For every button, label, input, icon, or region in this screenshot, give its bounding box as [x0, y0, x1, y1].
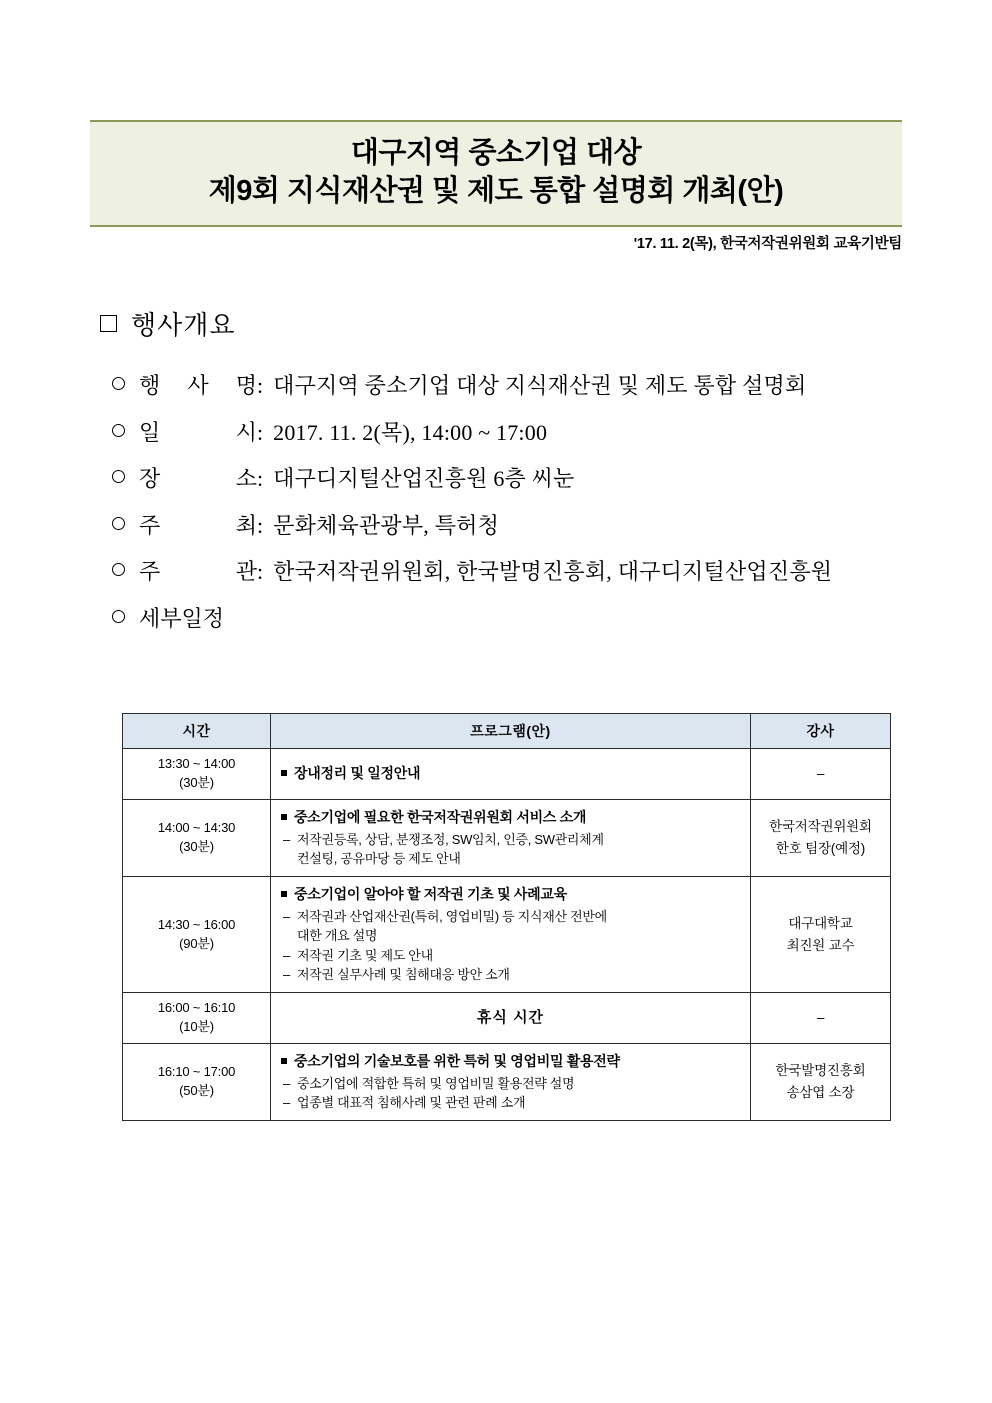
- table-row: [123, 1043, 891, 1120]
- time-sub: (50분): [179, 1083, 214, 1099]
- info-label-part: 사: [187, 373, 209, 398]
- program-sub-item: – 중소기업에 적합한 특허 및 영업비밀 활용전략 설명: [281, 1074, 740, 1093]
- speaker-line: 한국저작권위원회: [769, 819, 872, 835]
- table-row: [123, 799, 891, 876]
- time-main: 16:00 ~ 16:10: [157, 1000, 236, 1016]
- info-row: [112, 465, 912, 494]
- info-row: [112, 558, 912, 587]
- info-row: [112, 372, 912, 401]
- cell-speaker: [751, 749, 891, 800]
- time-main: 14:30 ~ 16:00: [157, 916, 236, 932]
- square-bullet-icon: [281, 814, 287, 820]
- time-main: 13:30 ~ 14:00: [157, 756, 236, 771]
- cell-program: [271, 877, 751, 993]
- info-row-schedule: [112, 605, 912, 634]
- program-main-text: 중소기업에 필요한 한국저작권위원회 서비스 소개: [294, 808, 587, 825]
- table-row: [123, 877, 891, 993]
- column-header-speaker: 강사: [751, 714, 891, 749]
- square-bullet-icon: [281, 1058, 287, 1064]
- title-line-2: 제9회 지식재산권 및 제도 통합 설명회 개최(안): [208, 175, 784, 208]
- square-bullet-icon: [100, 315, 117, 332]
- speaker-line: 한호 팀장(예정): [775, 840, 866, 856]
- speaker-line: –: [816, 766, 825, 782]
- info-label-part: 소: [235, 466, 257, 492]
- cell-time: [123, 799, 271, 876]
- program-main-text: 휴식 시간: [476, 1008, 545, 1026]
- cell-speaker: [751, 993, 891, 1044]
- program-sub-list: [281, 1074, 740, 1112]
- section-heading-label: 행사개요: [131, 311, 236, 340]
- circle-bullet-icon: [112, 563, 125, 576]
- info-row: [112, 512, 912, 541]
- info-label-part: 명: [235, 373, 257, 398]
- speaker-line: 최진원 교수: [786, 937, 855, 953]
- column-header-program: 프로그램(안): [271, 714, 751, 749]
- circle-bullet-icon: [112, 424, 125, 437]
- speaker-line: 대구대학교: [788, 916, 853, 932]
- info-label-part: 시: [235, 419, 257, 445]
- time-sub: (90분): [179, 935, 214, 951]
- cell-speaker: [751, 877, 891, 993]
- byline: '17. 11. 2(목), 한국저작권위원회 교육기반팀: [633, 236, 902, 252]
- info-value: 문화체육관광부, 특허청: [273, 512, 500, 538]
- program-main-text: 장내정리 및 일정안내: [294, 764, 421, 781]
- time-sub: (30분): [179, 838, 214, 854]
- cell-program: [271, 799, 751, 876]
- program-sub-item: – 저작권등록, 상담, 분쟁조정, SW임치, 인증, SW관리체계: [281, 830, 740, 849]
- info-colon: :: [257, 419, 264, 445]
- time-sub: (30분): [179, 774, 214, 790]
- program-main: [281, 763, 740, 784]
- table-row: [123, 993, 891, 1044]
- section-heading: [100, 305, 235, 342]
- info-label-part: 장: [139, 466, 161, 492]
- program-main: [281, 807, 740, 828]
- time-main: 16:10 ~ 17:00: [157, 1064, 236, 1080]
- info-label: [139, 558, 257, 587]
- time-sub: (10분): [179, 1018, 214, 1034]
- info-label-part: 주: [139, 512, 161, 538]
- cell-program: [271, 993, 751, 1044]
- square-bullet-icon: [281, 770, 287, 776]
- program-sub-item: 대한 개요 설명: [297, 928, 378, 944]
- info-colon: :: [257, 512, 264, 538]
- program-main: [281, 1051, 740, 1072]
- circle-bullet-icon: [112, 610, 125, 623]
- info-label-part: 일: [139, 419, 161, 445]
- info-label-part: 최: [235, 512, 257, 538]
- info-colon: :: [257, 373, 264, 398]
- speaker-line: 송삼엽 소장: [786, 1085, 855, 1101]
- cell-speaker: [751, 1043, 891, 1120]
- table-row: [123, 749, 891, 800]
- cell-program: [271, 1043, 751, 1120]
- info-colon: :: [257, 559, 264, 585]
- circle-bullet-icon: [112, 377, 125, 390]
- column-header-time: 시간: [123, 714, 271, 749]
- program-sub-item: 컨설팅, 공유마당 등 제도 안내: [297, 850, 461, 866]
- cell-time: [123, 1043, 271, 1120]
- info-label-part: 행: [139, 373, 161, 398]
- program-sub-item: – 저작권과 산업재산권(특허, 영업비밀) 등 지식재산 전반에: [281, 907, 740, 926]
- info-value: 2017. 11. 2(목), 14:00 ~ 17:00: [273, 419, 548, 445]
- circle-bullet-icon: [112, 517, 125, 530]
- time-main: 14:00 ~ 14:30: [157, 820, 236, 836]
- program-sub-item: – 저작권 기초 및 제도 안내: [281, 946, 740, 965]
- program-main-text: 중소기업이 알아야 할 저작권 기초 및 사례교육: [294, 886, 567, 903]
- info-label: [139, 512, 257, 541]
- info-colon: :: [257, 466, 264, 492]
- info-value: 대구디지털산업진흥원 6층 씨눈: [273, 466, 575, 492]
- program-main-text: 중소기업의 기술보호를 위한 특허 및 영업비밀 활용전략: [294, 1052, 620, 1069]
- table-header-row: [123, 714, 891, 749]
- info-row: [112, 419, 912, 448]
- info-label: [139, 419, 257, 448]
- cell-speaker: [751, 799, 891, 876]
- program-sub-item: – 저작권 실무사례 및 침해대응 방안 소개: [281, 965, 740, 984]
- schedule-table: [122, 713, 891, 1121]
- schedule-table-wrapper: [122, 713, 890, 1121]
- cell-time: [123, 749, 271, 800]
- cell-time: [123, 993, 271, 1044]
- speaker-line: 한국발명진흥회: [775, 1063, 866, 1079]
- info-label: [139, 465, 257, 494]
- speaker-line: –: [816, 1010, 825, 1026]
- title-line-1: 대구지역 중소기업 대상: [350, 137, 642, 169]
- square-bullet-icon: [281, 891, 287, 897]
- info-label-part: 주: [139, 559, 161, 585]
- title-banner: [90, 120, 902, 227]
- program-sub-item: – 업종별 대표적 침해사례 및 관련 판례 소개: [281, 1093, 740, 1112]
- event-info-list: [112, 372, 912, 652]
- info-value: 한국저작권위원회, 한국발명진흥회, 대구디지털산업진흥원: [273, 559, 833, 585]
- info-label-part: 관: [235, 559, 257, 585]
- schedule-label: 세부일정: [139, 605, 225, 631]
- circle-bullet-icon: [112, 470, 125, 483]
- program-sub-list: [281, 907, 740, 984]
- cell-time: [123, 877, 271, 993]
- info-value: 대구지역 중소기업 대상 지식재산권 및 제도 통합 설명회: [273, 373, 807, 398]
- info-label: [139, 372, 257, 401]
- program-sub-list: [281, 830, 740, 868]
- cell-program: [271, 749, 751, 800]
- program-main: [281, 884, 740, 905]
